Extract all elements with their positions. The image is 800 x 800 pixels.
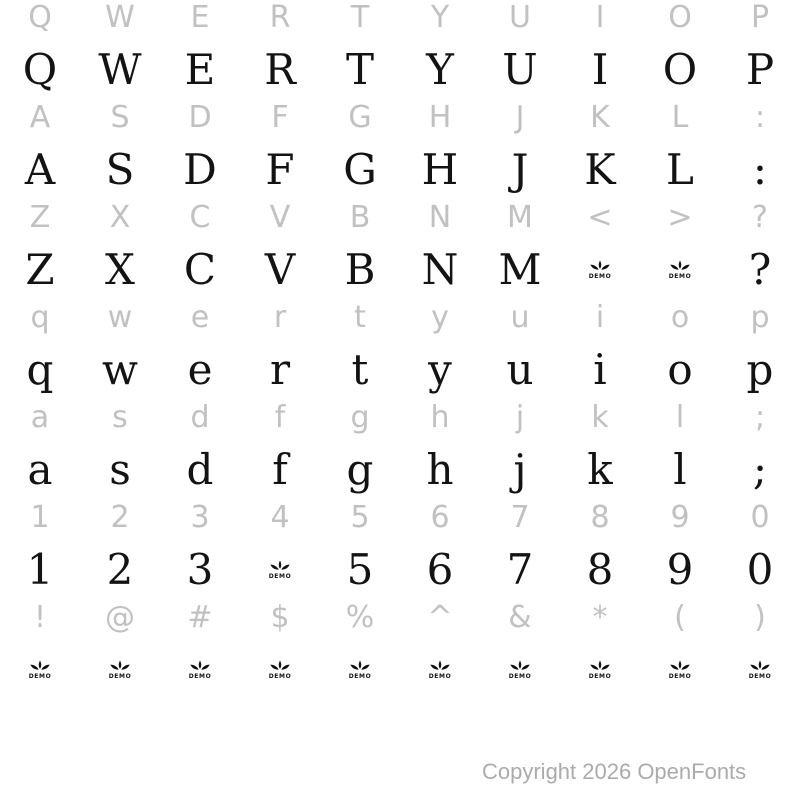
specimen-char: 8 <box>586 545 614 594</box>
demo-placeholder <box>640 648 720 692</box>
specimen-row-lowercase-top <box>0 345 800 394</box>
reference-char: ( <box>674 600 686 635</box>
fleuron-icon <box>269 660 291 673</box>
reference-char: V <box>269 200 291 235</box>
specimen-char: e <box>187 345 213 394</box>
demo-label: DEMO <box>428 672 452 680</box>
specimen-char: V <box>264 245 296 294</box>
specimen-char: t <box>351 345 369 394</box>
specimen-char: M <box>498 245 542 294</box>
reference-char: U <box>509 0 531 35</box>
specimen-char: a <box>27 445 53 494</box>
specimen-char: 7 <box>506 545 534 594</box>
fleuron-icon <box>589 660 611 673</box>
specimen-char: D <box>183 145 217 194</box>
reference-char: ? <box>752 200 768 235</box>
reference-char: C <box>189 200 211 235</box>
specimen-char: w <box>102 345 138 394</box>
specimen-char: F <box>265 145 295 194</box>
row-pair-symbols <box>0 600 800 700</box>
reference-char: r <box>273 300 287 335</box>
demo-placeholder <box>240 648 320 692</box>
demo-label: DEMO <box>108 672 132 680</box>
specimen-char: o <box>667 345 693 394</box>
reference-char: H <box>428 100 452 135</box>
specimen-char: 6 <box>426 545 454 594</box>
specimen-char: q <box>26 345 54 394</box>
reference-char: o <box>670 300 690 335</box>
reference-char: T <box>350 0 370 35</box>
reference-char: # <box>187 600 213 635</box>
specimen-char: R <box>264 45 296 94</box>
specimen-char: f <box>272 445 288 494</box>
demo-placeholder <box>160 648 240 692</box>
demo-label: DEMO <box>588 672 612 680</box>
reference-char: I <box>595 0 605 35</box>
reference-char: Q <box>28 0 52 35</box>
specimen-char: i <box>593 345 607 394</box>
reference-char: ^ <box>427 600 453 635</box>
reference-char: Y <box>430 0 450 35</box>
reference-char: f <box>274 400 286 435</box>
reference-char: 2 <box>110 500 130 535</box>
reference-char: O <box>668 0 692 35</box>
specimen-char: W <box>98 45 142 94</box>
reference-char: W <box>105 0 135 35</box>
reference-char: 4 <box>270 500 290 535</box>
demo-placeholder <box>560 648 640 692</box>
reference-char: ; <box>754 400 766 435</box>
reference-char: D <box>188 100 212 135</box>
fleuron-icon <box>189 660 211 673</box>
reference-row-digits <box>0 500 800 536</box>
reference-char: p <box>750 300 770 335</box>
specimen-char: K <box>584 145 616 194</box>
reference-char: * <box>592 600 608 635</box>
specimen-char: ? <box>748 245 772 294</box>
specimen-row-digits <box>0 545 800 594</box>
row-pair-uppercase-top <box>0 0 800 100</box>
specimen-char: T <box>345 45 374 94</box>
row-pair-uppercase-home <box>0 100 800 200</box>
demo-label: DEMO <box>348 672 372 680</box>
specimen-row-symbols <box>0 648 800 692</box>
specimen-char: l <box>673 445 687 494</box>
reference-char: E <box>190 0 210 35</box>
reference-char: q <box>30 300 50 335</box>
demo-placeholder <box>480 648 560 692</box>
specimen-char: 1 <box>26 545 54 594</box>
fleuron-icon <box>669 260 691 273</box>
specimen-char: Y <box>426 45 454 94</box>
specimen-char: S <box>105 145 135 194</box>
specimen-char: H <box>421 145 459 194</box>
demo-placeholder <box>320 648 400 692</box>
specimen-char: B <box>344 245 376 294</box>
reference-char: w <box>107 300 133 335</box>
reference-char: & <box>508 600 532 635</box>
reference-char: R <box>269 0 291 35</box>
specimen-char: G <box>343 145 377 194</box>
demo-placeholder <box>560 248 640 292</box>
reference-char: P <box>750 0 770 35</box>
specimen-char: X <box>105 245 135 294</box>
reference-char: t <box>354 300 366 335</box>
reference-char: > <box>667 200 693 235</box>
fleuron-icon <box>669 660 691 673</box>
reference-char: j <box>515 400 525 435</box>
row-pair-lowercase-home <box>0 400 800 500</box>
row-pair-uppercase-bottom <box>0 200 800 300</box>
reference-char: h <box>430 400 450 435</box>
reference-char: s <box>112 400 128 435</box>
fleuron-icon <box>589 260 611 273</box>
specimen-char: 2 <box>106 545 134 594</box>
specimen-char: A <box>24 145 56 194</box>
specimen-char: 9 <box>666 545 694 594</box>
reference-char: 7 <box>510 500 530 535</box>
specimen-char: p <box>746 345 774 394</box>
reference-char: u <box>510 300 530 335</box>
specimen-char: L <box>666 145 694 194</box>
reference-char: k <box>591 400 609 435</box>
specimen-char: h <box>426 445 454 494</box>
specimen-char: ; <box>752 445 768 494</box>
reference-char: d <box>190 400 210 435</box>
reference-row-lowercase-top <box>0 300 800 336</box>
reference-char: 3 <box>190 500 210 535</box>
reference-char: B <box>349 200 371 235</box>
fleuron-icon <box>29 660 51 673</box>
demo-label: DEMO <box>28 672 52 680</box>
reference-row-symbols <box>0 600 800 636</box>
reference-char: K <box>590 100 610 135</box>
specimen-char: E <box>184 45 216 94</box>
copyright-text: Copyright 2026 OpenFonts <box>482 759 747 784</box>
reference-char: $ <box>270 600 290 635</box>
demo-label: DEMO <box>668 272 692 280</box>
reference-char: a <box>30 400 50 435</box>
demo-placeholder <box>240 548 320 592</box>
reference-char: 8 <box>590 500 610 535</box>
specimen-char: y <box>428 345 452 394</box>
reference-char: X <box>109 200 131 235</box>
fleuron-icon <box>429 660 451 673</box>
reference-row-uppercase-bottom <box>0 200 800 236</box>
specimen-row-uppercase-top <box>0 45 800 94</box>
reference-char: y <box>431 300 449 335</box>
reference-char: ! <box>33 600 47 635</box>
demo-label: DEMO <box>668 672 692 680</box>
reference-char: l <box>675 400 685 435</box>
reference-char: 1 <box>30 500 50 535</box>
specimen-char: d <box>186 445 214 494</box>
reference-char: 6 <box>430 500 450 535</box>
specimen-char: N <box>421 245 459 294</box>
reference-char: Z <box>29 200 51 235</box>
reference-char: : <box>754 100 766 135</box>
specimen-char: 3 <box>186 545 214 594</box>
specimen-char: u <box>506 345 534 394</box>
reference-row-uppercase-home <box>0 100 800 136</box>
reference-char: g <box>350 400 370 435</box>
specimen-char: P <box>745 45 775 94</box>
demo-label: DEMO <box>508 672 532 680</box>
reference-char: F <box>271 100 289 135</box>
specimen-char: O <box>662 45 698 94</box>
reference-char: 9 <box>670 500 690 535</box>
reference-char: i <box>595 300 605 335</box>
specimen-char: I <box>591 45 609 94</box>
reference-char: ) <box>754 600 766 635</box>
demo-placeholder <box>720 648 800 692</box>
reference-row-lowercase-home <box>0 400 800 436</box>
specimen-char: 5 <box>346 545 374 594</box>
demo-placeholder <box>640 248 720 292</box>
fleuron-icon <box>269 560 291 573</box>
specimen-row-uppercase-bottom <box>0 245 800 294</box>
demo-label: DEMO <box>588 272 612 280</box>
fleuron-icon <box>109 660 131 673</box>
demo-label: DEMO <box>188 672 212 680</box>
reference-char: N <box>428 200 452 235</box>
reference-char: < <box>587 200 613 235</box>
reference-char: G <box>348 100 372 135</box>
reference-char: S <box>110 100 130 135</box>
specimen-char: C <box>183 245 217 294</box>
row-pair-lowercase-top <box>0 300 800 400</box>
specimen-char: j <box>513 445 527 494</box>
demo-placeholder <box>0 648 80 692</box>
reference-char: 0 <box>750 500 770 535</box>
reference-char: A <box>29 100 51 135</box>
fleuron-icon <box>749 660 771 673</box>
reference-char: % <box>345 600 375 635</box>
demo-label: DEMO <box>268 572 292 580</box>
fleuron-icon <box>509 660 531 673</box>
reference-char: J <box>515 100 525 135</box>
specimen-row-uppercase-home <box>0 145 800 194</box>
reference-char: L <box>671 100 689 135</box>
specimen-char: U <box>502 45 538 94</box>
specimen-char: s <box>109 445 131 494</box>
specimen-row-lowercase-home <box>0 445 800 494</box>
specimen-char: g <box>346 445 374 494</box>
specimen-char: 0 <box>746 545 774 594</box>
fleuron-icon <box>349 660 371 673</box>
specimen-char: J <box>511 145 529 194</box>
reference-char: M <box>507 200 533 235</box>
demo-placeholder <box>400 648 480 692</box>
row-pair-digits <box>0 500 800 600</box>
demo-label: DEMO <box>748 672 772 680</box>
specimen-char: k <box>587 445 613 494</box>
demo-placeholder <box>80 648 160 692</box>
specimen-char: Q <box>22 45 58 94</box>
demo-label: DEMO <box>268 672 292 680</box>
reference-char: @ <box>105 600 135 635</box>
specimen-char: r <box>269 345 291 394</box>
reference-char: e <box>190 300 210 335</box>
specimen-char: : <box>752 145 768 194</box>
reference-char: 5 <box>350 500 370 535</box>
specimen-char: Z <box>25 245 55 294</box>
reference-row-uppercase-top <box>0 0 800 36</box>
